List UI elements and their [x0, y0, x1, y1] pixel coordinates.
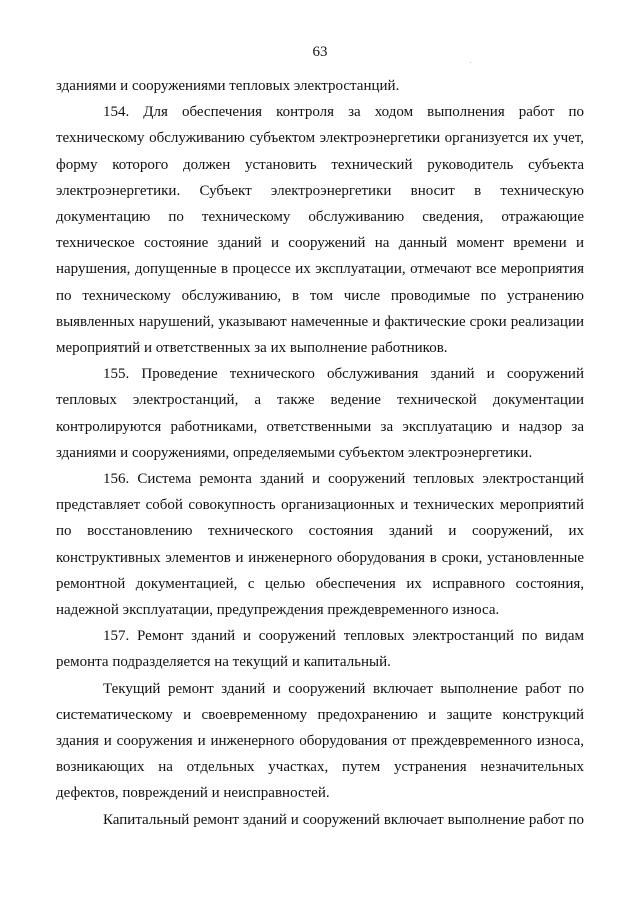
text-line: здания и сооружения и инженерного оборудования от преждевременного износа, — [56, 733, 584, 750]
text-line: зданиями и сооружениями, определяемыми субъектом электроэнергетики. — [56, 444, 533, 461]
page-number: 63 — [312, 44, 328, 60]
text-line: по техническому обслуживанию, в том числе проводимые по устранению — [56, 287, 584, 304]
paragraph-156 — [56, 466, 584, 623]
paragraph-154 — [56, 99, 584, 361]
text-line: представляет собой совокупность организационных и технических мероприятий — [56, 497, 584, 514]
text-line: мероприятий и ответственных за их выполнение работников. — [56, 340, 448, 357]
text-line: электроэнергетики. Субъект электроэнергетики вносит в техническую — [56, 182, 584, 199]
text-line: Капитальный ремонт зданий и сооружений включает выполнение работ по — [103, 811, 584, 828]
document-body — [56, 73, 584, 833]
text-line: по восстановлению технического состояния зданий и сооружений, их — [56, 523, 584, 540]
paragraph-current-repair — [56, 676, 584, 807]
scan-speck — [470, 62, 471, 63]
text-line: 156. Система ремонта зданий и сооружений тепловых электростанций — [103, 471, 584, 488]
text-line: нарушения, допущенные в процессе их эксплуатации, отмечают все мероприятия — [56, 261, 584, 278]
text-line: конструктивных элементов и инженерного оборудования в сроки, установленные — [56, 549, 584, 566]
paragraph-continuation — [56, 73, 584, 99]
text-line: тепловых электростанций, а также ведение технической документации — [56, 392, 584, 409]
text-line: систематическому и своевременному предохранению и защите конструкций — [56, 706, 584, 723]
text-line: документацию по техническому обслуживанию сведения, отражающие — [56, 209, 584, 226]
paragraph-capital-repair — [56, 807, 584, 833]
text-line: техническое состояние зданий и сооружений на данный момент времени и — [56, 235, 584, 252]
text-line: 154. Для обеспечения контроля за ходом выполнения работ по — [103, 104, 584, 121]
text-line: выявленных нарушений, указывают намеченные и фактические сроки реализации — [56, 313, 584, 330]
text-line: надежной эксплуатации, предупреждения преждевременного износа. — [56, 602, 500, 619]
paragraph-155 — [56, 361, 584, 466]
text-line: 155. Проведение технического обслуживания зданий и сооружений — [103, 366, 584, 383]
text-line: контролируются работниками, ответственными за эксплуатацию и надзор за — [56, 418, 584, 435]
text-line: ремонта подразделяется на текущий и капитальный. — [56, 654, 391, 671]
text-line: зданиями и сооружениями тепловых электростанций. — [56, 78, 400, 94]
text-line: возникающих на отдельных участках, путем устранения незначительных — [56, 759, 584, 776]
text-line: форму которого должен установить технический руководитель субъекта — [56, 156, 584, 173]
text-line: техническому обслуживанию субъектом электроэнергетики организуется их учет, — [56, 130, 584, 147]
text-line: Текущий ремонт зданий и сооружений включает выполнение работ по — [103, 680, 584, 697]
text-line: ремонтной документацией, с целью обеспечения их исправного состояния, — [56, 575, 584, 592]
paragraph-157 — [56, 623, 584, 675]
text-line: 157. Ремонт зданий и сооружений тепловых электростанций по видам — [103, 628, 584, 645]
text-line: дефектов, повреждений и неисправностей. — [56, 785, 330, 802]
